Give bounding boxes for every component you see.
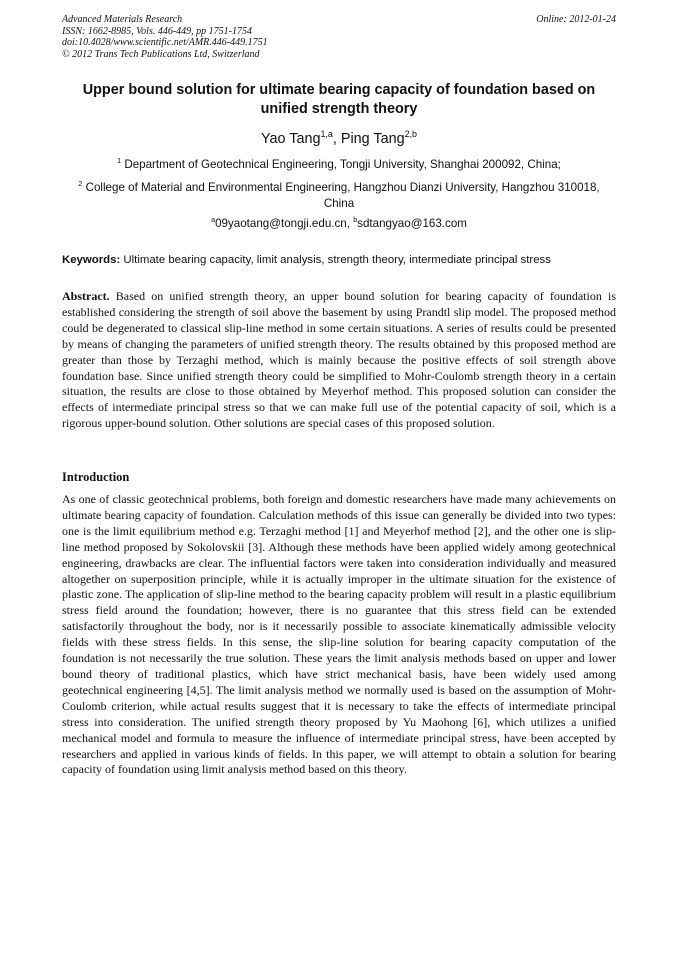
author-list — [62, 130, 616, 148]
author-separator: , — [332, 131, 341, 147]
section-heading-introduction: Introduction — [62, 470, 130, 484]
keywords-text: Ultimate bearing capacity, limit analysis, strength theory, intermediate principal stress — [120, 254, 551, 266]
introduction-paragraph: As one of classic geotechnical problems, both foreign and domestic researchers have made many achievements on ultimate bearing capacity of foundation. Calculation methods of this issue can generally be divided into two types: one is the limit equilibrium method e.g. Terzaghi method [1] and Meyerhof method [2], and the other one is slip-line method proposed by Sokolovskii [3]. Although these methods have been applied widely among geotechnical engineering, drawbacks are clear. The influential factors were taken into consideration individually and measured altogether on superposition principle, while it is actually improper in the ultimate situation for the existence of plastic zone. The application of slip-line method to the bearing capacity problem will result in a plastic equilibrium stress field around the foundation; however, there is no guarantee that this stress field can be extended satisfactorily throughout the body, nor is it necessarily possible to associate kinematically admissible velocity fields with these stress fields. In this sense, the slip-line solution for bearing capacity computation of the foundation is not necessarily the true solution. These years the limit analysis methods based on upper and lower bound theory of traditional plastics, which have strict mechanical basis, have been widely used among geotechnical engineering [4,5]. The limit analysis method we normally used is based on the assumption of Mohr-Coulomb criterion, while actual results suggest that it is necessary to take the effects of intermediate principal stress into consideration. The unified strength theory proposed by Yu Maohong [6], which utilizes a unified mechanical model and formula to measure the influence of intermediate principal stress, have been accepted by researchers and applied in various kinds of fields. In this paper, we will attempt to obtain a solution for bearing capacity of foundation using limit analysis method based on this theory. — [62, 492, 616, 777]
journal-doi: doi:10.4028/www.scientific.net/AMR.446-449.1751 — [62, 37, 268, 48]
affiliation-1 — [70, 157, 608, 173]
abstract-text: Based on unified strength theory, an upper bound solution for bearing capacity of foundation is established considering the strength of soil above the basement by using Prandtl slip model. The proposed method could be degenerated to classical slip-line method in some certain situations. A series of results could be presented by means of changing the parameters of unified strength theory. The results obtained by this proposed method are greater than those by Terzaghi method, which is mainly because the positive effects of soil strength above foundation base. Since unified strength theory could be simplified to Mohr-Coulomb strength theory in a certain situation, the results are close to those obtained by Meyerhof method. This proposed solution can consider the effects of intermediate principal stress so that we can make full use of the potential capacity of soil, which is a rigorous upper-bound solution. Other solutions are special cases of this proposed solution. — [62, 289, 616, 431]
abstract — [62, 289, 616, 432]
keywords — [62, 253, 618, 267]
online-date: Online: 2012-01-24 — [536, 14, 616, 25]
author-affiliation-mark: 1,a — [320, 129, 333, 140]
author-affiliation-mark: 2,b — [404, 129, 417, 140]
author-name: Yao Tang — [260, 131, 321, 147]
affiliation-text: Department of Geotechnical Engineering, Tongji University, Shanghai 200092, China; — [124, 158, 561, 171]
abstract-label: Abstract. — [62, 289, 110, 303]
email-address[interactable]: sdtangyao@163.com — [357, 217, 467, 230]
affiliation-mark: 2 — [78, 179, 83, 189]
journal-copyright: © 2012 Trans Tech Publications Ltd, Switzerland — [62, 48, 260, 60]
journal-name: Advanced Materials Research — [62, 14, 183, 25]
affiliation-2 — [70, 180, 608, 212]
author-name: Ping Tang — [340, 131, 405, 147]
email-address[interactable]: 09yaotang@tongji.edu.cn — [215, 217, 347, 230]
email-mark: a — [211, 215, 216, 225]
email-line — [70, 216, 608, 232]
affiliation-text: College of Material and Environmental Engineering, Hangzhou Dianzi University, Hangzhou 310018, China — [85, 181, 600, 210]
email-separator: , — [346, 217, 354, 230]
email-mark: b — [353, 215, 358, 225]
journal-issn: ISSN: 1662-8985, Vols. 446-449, pp 1751-1754 — [62, 25, 252, 37]
paper-title: Upper bound solution for ultimate bearing capacity of foundation based on unified strength theory — [82, 82, 596, 117]
journal-header — [62, 14, 616, 60]
affiliation-mark: 1 — [117, 156, 122, 166]
keywords-label: Keywords: — [62, 254, 121, 266]
